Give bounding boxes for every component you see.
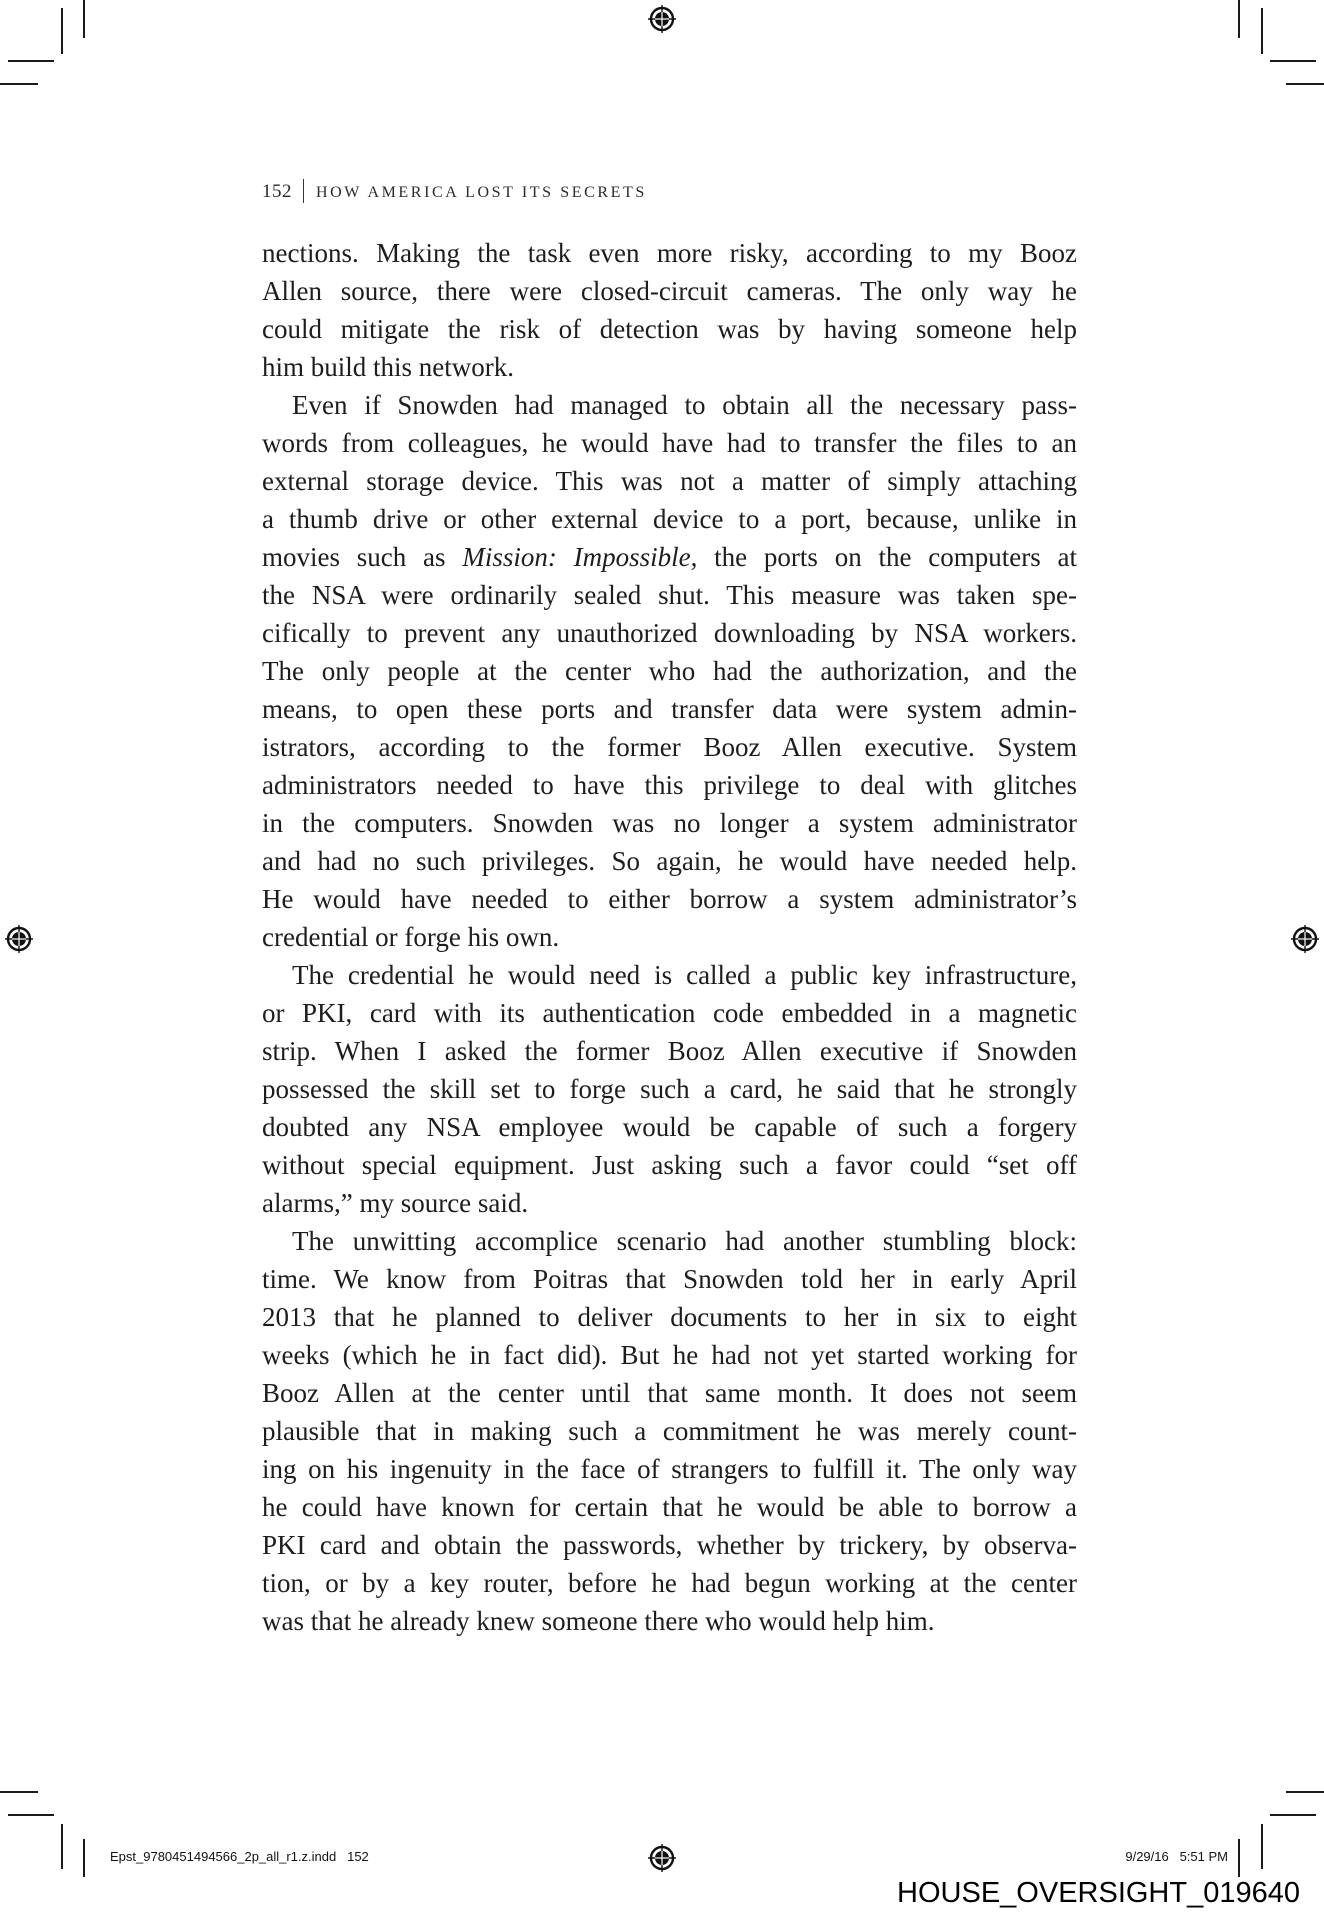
text-line: plausible that in making such a commitment he was merely count- bbox=[262, 1416, 1077, 1446]
crop-mark bbox=[1238, 1839, 1240, 1877]
crop-mark bbox=[1286, 1791, 1324, 1793]
slug-date: 9/29/16 bbox=[1125, 1849, 1169, 1864]
text-line: The credential he would need is called a public key infrastructure, bbox=[292, 960, 1077, 990]
text-line: strip. When I asked the former Booz Allen executive if Snowden bbox=[262, 1036, 1077, 1066]
crop-mark bbox=[1261, 8, 1263, 54]
crop-mark bbox=[83, 0, 85, 38]
text-line: alarms,” my source said. bbox=[262, 1188, 529, 1218]
crop-mark bbox=[1286, 83, 1324, 85]
text-line: credential or forge his own. bbox=[262, 922, 560, 952]
text-line: The only people at the center who had the authorization, and the bbox=[262, 656, 1077, 686]
text-line: Allen source, there were closed-circuit cameras. The only way he bbox=[262, 276, 1077, 306]
text-line: or PKI, card with its authentication code embedded in a magnetic bbox=[262, 998, 1077, 1028]
text-line: 2013 that he planned to deliver documents to her in six to eight bbox=[262, 1302, 1077, 1332]
text-line: means, to open these ports and transfer data were system admin- bbox=[262, 694, 1077, 724]
slug-timestamp bbox=[1125, 1849, 1228, 1865]
text-line: ing on his ingenuity in the face of strangers to fulfill it. The only way bbox=[262, 1454, 1077, 1484]
text-line: was that he already knew someone there who would help him. bbox=[262, 1606, 935, 1636]
crop-mark bbox=[1270, 60, 1316, 62]
movie-title: Mission: Impossible, bbox=[462, 542, 698, 572]
body-text bbox=[262, 234, 1077, 1640]
bates-number: HOUSE_OVERSIGHT_019640 bbox=[897, 1877, 1300, 1909]
crop-mark bbox=[0, 83, 38, 85]
text-line: The unwitting accomplice scenario had another stumbling block: bbox=[292, 1226, 1077, 1256]
text-line: without special equipment. Just asking such a favor could “set off bbox=[262, 1150, 1077, 1180]
text-line: a thumb drive or other external device to a port, because, unlike in bbox=[262, 504, 1077, 534]
crop-mark bbox=[1261, 1824, 1263, 1869]
text-line: could mitigate the risk of detection was by having someone help bbox=[262, 314, 1077, 344]
page-number: 152 bbox=[262, 181, 292, 202]
text-line: and had no such privileges. So again, he would have needed help. bbox=[262, 846, 1077, 876]
slug-page: 152 bbox=[347, 1849, 369, 1864]
registration-mark-icon bbox=[1290, 924, 1320, 954]
book-title: HOW AMERICA LOST ITS SECRETS bbox=[316, 184, 647, 201]
registration-mark-icon bbox=[647, 1843, 677, 1873]
crop-mark bbox=[1270, 1814, 1316, 1816]
text-line: in the computers. Snowden was no longer a system administrator bbox=[262, 808, 1077, 838]
text-line: tion, or by a key router, before he had begun working at the center bbox=[262, 1568, 1077, 1598]
text-line: doubted any NSA employee would be capable of such a forgery bbox=[262, 1112, 1077, 1142]
text-segment: the ports on the computers at bbox=[697, 542, 1077, 572]
text-line: the NSA were ordinarily sealed shut. This measure was taken spe- bbox=[262, 580, 1077, 610]
text-line: possessed the skill set to forge such a card, he said that he strongly bbox=[262, 1074, 1077, 1104]
running-head bbox=[262, 179, 647, 205]
text-line: him build this network. bbox=[262, 352, 514, 382]
crop-mark bbox=[83, 1839, 85, 1877]
text-line: external storage device. This was not a matter of simply attaching bbox=[262, 466, 1077, 496]
slug-time: 5:51 PM bbox=[1179, 1849, 1228, 1864]
text-segment: movies such as bbox=[262, 542, 463, 572]
text-line: He would have needed to either borrow a system administrator’s bbox=[262, 884, 1077, 914]
text-line: time. We know from Poitras that Snowden told her in early April bbox=[262, 1264, 1077, 1294]
crop-mark bbox=[1238, 0, 1240, 38]
crop-mark bbox=[61, 1824, 63, 1869]
text-line-with-italic bbox=[262, 538, 1077, 576]
registration-mark-icon bbox=[4, 924, 34, 954]
crop-mark bbox=[61, 8, 63, 54]
text-line: Booz Allen at the center until that same month. It does not seem bbox=[262, 1378, 1077, 1408]
text-line: PKI card and obtain the passwords, whether by trickery, by observa- bbox=[262, 1530, 1077, 1560]
crop-mark bbox=[0, 1791, 38, 1793]
text-line: Even if Snowden had managed to obtain all the necessary pass- bbox=[292, 390, 1077, 420]
text-line: he could have known for certain that he would be able to borrow a bbox=[262, 1492, 1077, 1522]
crop-mark bbox=[8, 1814, 54, 1816]
registration-mark-icon bbox=[647, 4, 677, 34]
text-line: weeks (which he in fact did). But he had not yet started working for bbox=[262, 1340, 1077, 1370]
crop-mark bbox=[8, 60, 54, 62]
slug-file-info bbox=[110, 1849, 369, 1865]
text-line: nections. Making the task even more risky, according to my Booz bbox=[262, 238, 1077, 268]
header-divider bbox=[303, 179, 304, 203]
text-line: administrators needed to have this privilege to deal with glitches bbox=[262, 770, 1077, 800]
text-line: words from colleagues, he would have had to transfer the files to an bbox=[262, 428, 1077, 458]
text-line: istrators, according to the former Booz Allen executive. System bbox=[262, 732, 1077, 762]
text-line: cifically to prevent any unauthorized downloading by NSA workers. bbox=[262, 618, 1077, 648]
slug-file-name: Epst_9780451494566_2p_all_r1.z.indd bbox=[110, 1849, 337, 1864]
